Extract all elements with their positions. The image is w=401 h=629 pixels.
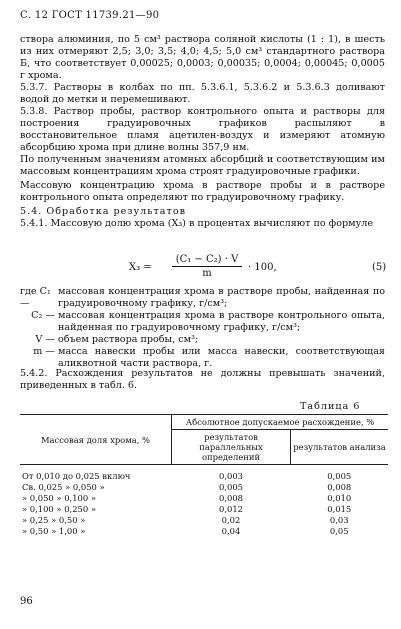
legend-symbol: V —	[35, 334, 55, 345]
section-heading-processing: 5.4. Обработка результатов	[20, 206, 187, 217]
table-cell-analysis: 0,005	[327, 471, 352, 481]
legend-item	[20, 334, 385, 346]
table-cell-parallel: 0,04	[221, 526, 241, 536]
table-cell-range: » 0,050 » 0,100 »	[22, 493, 96, 503]
table-cell-range: » 0,50 » 1,00 »	[22, 526, 86, 536]
legend-symbol: C₂ —	[31, 310, 55, 321]
table-cell-range: » 0,25 » 0,50 »	[22, 515, 86, 525]
table-row	[20, 515, 388, 526]
table-header-parallel: результатов параллельных определений	[172, 430, 291, 465]
paragraph-mass-concentration: Массовую концентрацию хрома в растворе пробы и в растворе контрольного опыта определяют по градуировочному графику.	[20, 180, 385, 203]
paragraph-5-4-1: 5.4.1. Массовую долю хрома (X₃) в процентах вычисляют по формуле	[20, 218, 373, 229]
table-6	[20, 414, 388, 537]
legend-text: объем раствора пробы, см³;	[58, 334, 199, 345]
table-cell-analysis: 0,008	[327, 482, 352, 492]
table-row	[20, 526, 388, 537]
formula-fraction	[172, 254, 242, 279]
table-row	[20, 482, 388, 493]
table-header-mass-fraction: Массовая доля хрома, %	[20, 415, 172, 465]
table-cell-range: » 0,100 » 0,250 »	[22, 504, 96, 514]
table-cell-analysis: 0,03	[329, 515, 349, 525]
legend-text: массовая концентрация хрома в растворе пробы, найденная по градуировочному графику, г/см³;	[58, 286, 385, 309]
table-row	[20, 471, 388, 482]
table-cell-parallel: 0,003	[219, 471, 243, 481]
table-cell-range: Св. 0,025 » 0,050 »	[22, 482, 105, 492]
table-cell-parallel: 0,012	[219, 504, 243, 514]
page-header: С. 12 ГОСТ 11739.21—90	[20, 10, 160, 21]
paragraph-standard-solutions: створа алюминия, по 5 см³ раствора соляной кислоты (1 : 1), в шесть из них отмеряют 2,5; 3,0; 3,5; 4,0; 4,5; 5,0 см³ стандартного раствора Б, что соответствует 0,00025; 0,0003; 0,00035; 0,0004; 0,00045; 0,0005 г хрома.	[20, 34, 385, 81]
table-cell-parallel: 0,005	[219, 482, 243, 492]
paragraph-5-3-8: 5.3.8. Раствор пробы, раствор контрольного опыта и растворы для построения градуировочных графиков распыляют в восстановительное пламя ацетилен-воздух и измеряют атомную абсорбцию хрома при длине волны 357,9 нм.	[20, 106, 385, 153]
formula-multiplier: · 100,	[248, 262, 277, 273]
formula-number: (5)	[372, 262, 387, 273]
legend-item	[20, 346, 385, 370]
legend-symbol: где C₁ —	[20, 286, 51, 309]
formula-5	[0, 254, 401, 280]
formula-denominator: m	[202, 268, 212, 279]
legend-text: массовая концентрация хрома в растворе контрольного опыта, найденная по градуировочному графику, г/см³;	[58, 310, 385, 333]
legend-item	[20, 286, 385, 310]
legend-item	[20, 310, 385, 334]
paragraph-calibration-graphs: По полученным значениям атомных абсорбций и соответствующим им массовым концентрациям хрома строят градуировочные графики.	[20, 154, 385, 177]
table-cell-parallel: 0,02	[221, 515, 241, 525]
legend-text: масса навески пробы или масса навески, соответствующая аликвотной части раствора, г.	[58, 346, 385, 369]
formula-numerator: (C₁ − C₂) · V	[172, 254, 242, 267]
legend-symbol: m —	[33, 346, 55, 357]
table-cell-range: От 0,010 до 0,025 включ	[22, 471, 131, 481]
table-header-group: Абсолютное допускаемое расхождение, %	[172, 415, 389, 430]
table-header-analysis: результатов анализа	[291, 430, 389, 465]
table-cell-analysis: 0,015	[327, 504, 352, 514]
paragraph-5-3-7: 5.3.7. Растворы в колбах по пп. 5.3.6.1, 5.3.6.2 и 5.3.6.3 доливают водой до метки и перемешивают.	[20, 82, 385, 105]
table-title: Таблица 6	[300, 401, 361, 412]
table-row	[20, 493, 388, 504]
table-cell-parallel: 0,008	[219, 493, 243, 503]
formula-lhs: X₃ =	[129, 262, 152, 273]
table-row	[20, 504, 388, 515]
table-cell-analysis: 0,05	[329, 526, 349, 536]
table-cell-analysis: 0,010	[327, 493, 352, 503]
formula-legend	[20, 286, 385, 370]
page-number: 96	[20, 596, 33, 607]
paragraph-5-4-2: 5.4.2. Расхождения результатов не должны превышать значений, приведенных в табл. 6.	[20, 368, 385, 391]
